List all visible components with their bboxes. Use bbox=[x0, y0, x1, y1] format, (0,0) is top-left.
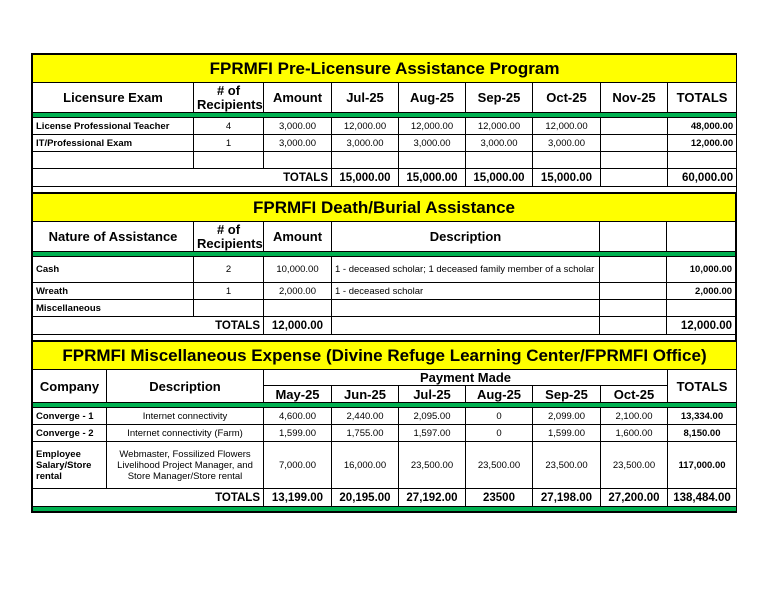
cell: 23,500.00 bbox=[533, 442, 601, 489]
header-cell: # of Recipients bbox=[194, 222, 264, 252]
cell: 1,600.00 bbox=[601, 425, 668, 442]
cell: 13,199.00 bbox=[264, 489, 332, 507]
cell: 3,000.00 bbox=[264, 135, 332, 152]
cell: Converge - 1 bbox=[33, 408, 107, 425]
cell bbox=[194, 300, 264, 317]
cell: 3,000.00 bbox=[466, 135, 533, 152]
cell: 1 - deceased scholar bbox=[332, 283, 600, 300]
totals-row bbox=[33, 489, 737, 507]
header-cell: Company bbox=[33, 370, 107, 403]
cell: 3,000.00 bbox=[399, 135, 466, 152]
cell: 12,000.00 bbox=[668, 135, 737, 152]
cell: 27,198.00 bbox=[533, 489, 601, 507]
cell: 4 bbox=[194, 118, 264, 135]
cell: 0 bbox=[466, 425, 533, 442]
header-cell: TOTALS bbox=[668, 83, 737, 113]
cell: 16,000.00 bbox=[332, 442, 399, 489]
cell: Employee Salary/Store rental bbox=[33, 442, 107, 489]
header-cell: Jul-25 bbox=[332, 83, 399, 113]
cell bbox=[601, 169, 668, 187]
cell: 117,000.00 bbox=[668, 442, 737, 489]
cell: 15,000.00 bbox=[332, 169, 399, 187]
header-cell: Sep-25 bbox=[466, 83, 533, 113]
cell: 1,599.00 bbox=[533, 425, 601, 442]
cell: 3,000.00 bbox=[533, 135, 601, 152]
cell: 10,000.00 bbox=[667, 257, 736, 283]
month-header: Aug-25 bbox=[466, 386, 533, 403]
section-title: FPRMFI Death/Burial Assistance bbox=[33, 194, 736, 222]
cell: 13,334.00 bbox=[668, 408, 737, 425]
section-title: FPRMFI Pre-Licensure Assistance Program bbox=[33, 55, 737, 83]
cell: 23500 bbox=[466, 489, 533, 507]
header-cell: Licensure Exam bbox=[33, 83, 194, 113]
cell: 2,000.00 bbox=[264, 283, 332, 300]
cell: 23,500.00 bbox=[466, 442, 533, 489]
cell: IT/Professional Exam bbox=[33, 135, 194, 152]
month-header: Oct-25 bbox=[601, 386, 668, 403]
cell: 1,597.00 bbox=[399, 425, 466, 442]
totals-row bbox=[33, 169, 737, 187]
pre-licensure-table bbox=[32, 54, 737, 193]
cell: 15,000.00 bbox=[399, 169, 466, 187]
cell: Converge - 2 bbox=[33, 425, 107, 442]
table-row bbox=[33, 135, 737, 152]
cell: 0 bbox=[466, 408, 533, 425]
header-cell: Payment Made bbox=[264, 370, 668, 386]
cell: 15,000.00 bbox=[533, 169, 601, 187]
cell: 1,599.00 bbox=[264, 425, 332, 442]
month-header: Jun-25 bbox=[332, 386, 399, 403]
section-title: FPRMFI Miscellaneous Expense (Divine Refuge Learning Center/FPRMFI Office) bbox=[33, 342, 737, 370]
cell bbox=[264, 300, 332, 317]
grand-total: 12,000.00 bbox=[667, 317, 736, 335]
header-cell: Nature of Assistance bbox=[33, 222, 194, 252]
table-row bbox=[33, 442, 737, 489]
header-cell: Description bbox=[332, 222, 600, 252]
cell: Internet connectivity bbox=[107, 408, 264, 425]
cell: Cash bbox=[33, 257, 194, 283]
totals-label: TOTALS bbox=[33, 169, 332, 187]
cell: Webmaster, Fossilized Flowers Livelihood Project Manager, and Store Manager/Store rental bbox=[107, 442, 264, 489]
table-row bbox=[33, 257, 736, 283]
cell: Wreath bbox=[33, 283, 194, 300]
totals-label: TOTALS bbox=[33, 489, 264, 507]
cell: 1 - deceased scholar; 1 deceased family member of a scholar bbox=[332, 257, 600, 283]
cell: 2,095.00 bbox=[399, 408, 466, 425]
header-cell: Nov-25 bbox=[601, 83, 668, 113]
spreadsheet bbox=[31, 53, 737, 513]
cell: License Professional Teacher bbox=[33, 118, 194, 135]
green-band bbox=[33, 507, 737, 512]
header-cell: Amount bbox=[264, 83, 332, 113]
cell: 12,000.00 bbox=[332, 118, 399, 135]
totals-row bbox=[33, 317, 736, 335]
cell: 7,000.00 bbox=[264, 442, 332, 489]
header-cell: Description bbox=[107, 370, 264, 403]
header-cell: Oct-25 bbox=[533, 83, 601, 113]
cell: 3,000.00 bbox=[332, 135, 399, 152]
misc-expense-table bbox=[32, 341, 737, 512]
cell: 2,000.00 bbox=[667, 283, 736, 300]
cell: 3,000.00 bbox=[264, 118, 332, 135]
cell bbox=[601, 135, 668, 152]
header-cell: Aug-25 bbox=[399, 83, 466, 113]
burial-assistance-table bbox=[32, 193, 736, 341]
cell: 23,500.00 bbox=[601, 442, 668, 489]
cell: 2,100.00 bbox=[601, 408, 668, 425]
cell: 10,000.00 bbox=[264, 257, 332, 283]
table-row bbox=[33, 152, 737, 169]
totals-label: TOTALS bbox=[33, 317, 264, 335]
month-header: Jul-25 bbox=[399, 386, 466, 403]
cell: 1 bbox=[194, 283, 264, 300]
header-cell: Amount bbox=[264, 222, 332, 252]
cell: 1 bbox=[194, 135, 264, 152]
table-row bbox=[33, 300, 736, 317]
cell: 1,755.00 bbox=[332, 425, 399, 442]
cell: Miscellaneous bbox=[33, 300, 194, 317]
cell: 23,500.00 bbox=[399, 442, 466, 489]
cell: 12,000.00 bbox=[264, 317, 332, 335]
cell: 27,192.00 bbox=[399, 489, 466, 507]
grand-total: 138,484.00 bbox=[668, 489, 737, 507]
cell: 48,000.00 bbox=[668, 118, 737, 135]
month-header: Sep-25 bbox=[533, 386, 601, 403]
cell: 12,000.00 bbox=[466, 118, 533, 135]
grand-total: 60,000.00 bbox=[668, 169, 737, 187]
cell: Internet connectivity (Farm) bbox=[107, 425, 264, 442]
cell bbox=[332, 300, 600, 317]
cell: 4,600.00 bbox=[264, 408, 332, 425]
cell bbox=[601, 118, 668, 135]
cell: 12,000.00 bbox=[399, 118, 466, 135]
table-row bbox=[33, 283, 736, 300]
table-row bbox=[33, 408, 737, 425]
cell: 12,000.00 bbox=[533, 118, 601, 135]
table-row bbox=[33, 118, 737, 135]
cell: 8,150.00 bbox=[668, 425, 737, 442]
table-row bbox=[33, 425, 737, 442]
month-header: May-25 bbox=[264, 386, 332, 403]
cell: 2,099.00 bbox=[533, 408, 601, 425]
header-cell: TOTALS bbox=[668, 370, 737, 403]
cell: 20,195.00 bbox=[332, 489, 399, 507]
cell: 2 bbox=[194, 257, 264, 283]
cell: 15,000.00 bbox=[466, 169, 533, 187]
cell: 27,200.00 bbox=[601, 489, 668, 507]
cell bbox=[667, 300, 736, 317]
cell: 2,440.00 bbox=[332, 408, 399, 425]
header-cell: # of Recipients bbox=[194, 83, 264, 113]
